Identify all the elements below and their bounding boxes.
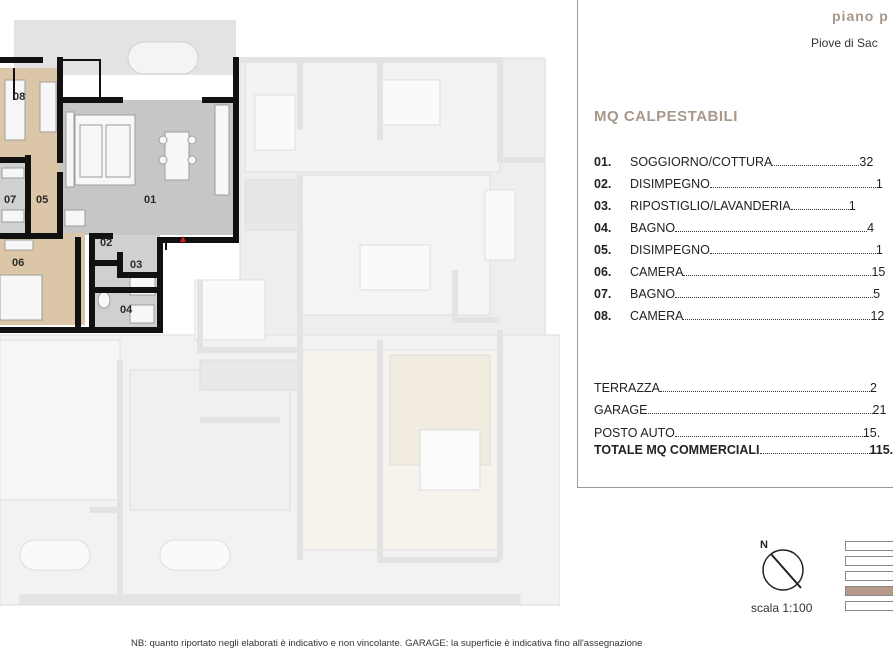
area-row-label: BAGNO — [630, 287, 676, 301]
area-row-value: 15 — [871, 265, 886, 279]
area-row-label: DISIMPEGNO — [630, 243, 710, 257]
dot-leader — [675, 287, 873, 298]
dot-leader — [772, 155, 859, 166]
area-row-num: 08. — [594, 309, 612, 323]
dot-leader — [675, 221, 867, 232]
area-row-value: 1 — [848, 199, 856, 213]
area-row-num: 06. — [594, 265, 612, 279]
area-row-label: SOGGIORNO/COTTURA — [630, 155, 773, 169]
footnote: NB: quanto riportato negli elaborati è indicativo e non vincolante. GARAGE: la superficie è indicativa fino all'assegnazione — [131, 638, 643, 649]
extra-row — [594, 426, 893, 442]
room-label-08: 08 — [13, 91, 26, 103]
room-label-03: 03 — [130, 259, 143, 271]
area-row — [594, 265, 893, 281]
city-label: Piove di Sac — [811, 36, 878, 50]
area-row-num: 04. — [594, 221, 612, 235]
legend-swatch — [845, 541, 893, 551]
area-row-num: 02. — [594, 177, 612, 191]
room-label-06: 06 — [12, 257, 25, 269]
extra-row — [594, 381, 893, 397]
area-row-label: RIPOSTIGLIO/LAVANDERIA — [630, 199, 791, 213]
area-row — [594, 287, 893, 303]
total-value: 115. — [869, 443, 893, 457]
dot-leader — [710, 243, 876, 254]
area-row — [594, 221, 893, 237]
area-row-label: BAGNO — [630, 221, 676, 235]
areas-title: MQ CALPESTABILI — [594, 108, 738, 125]
scale-label: scala 1:100 — [751, 601, 813, 615]
area-row-label: CAMERA — [630, 309, 684, 323]
extra-row-value: 2 — [869, 381, 877, 395]
area-row-value: 5 — [873, 287, 881, 301]
extra-row — [594, 403, 893, 419]
room-label-07: 07 — [4, 194, 17, 206]
dot-leader — [710, 177, 876, 188]
terrace-table — [128, 42, 198, 74]
dot-leader — [675, 426, 863, 437]
dot-leader — [760, 443, 870, 454]
area-row-num: 07. — [594, 287, 612, 301]
area-row — [594, 199, 893, 215]
legend-swatch — [845, 571, 893, 581]
compass-icon — [756, 536, 808, 596]
terrace-area — [14, 20, 236, 75]
dot-leader — [683, 265, 871, 276]
legend-swatch — [845, 556, 893, 566]
area-row-num: 01. — [594, 155, 612, 169]
area-row-value: 32 — [859, 155, 874, 169]
compass-north-letter: N — [760, 539, 768, 551]
dot-leader — [683, 309, 870, 320]
extra-row-label: POSTO AUTO — [594, 426, 675, 440]
dot-leader — [660, 381, 870, 392]
area-row-value: 1 — [875, 243, 883, 257]
extra-row-label: GARAGE — [594, 403, 648, 417]
area-row-value: 1 — [875, 177, 883, 191]
extra-row-value: 15. — [862, 426, 881, 440]
area-row — [594, 309, 893, 325]
area-row-value: 12 — [870, 309, 885, 323]
area-row-value: 4 — [867, 221, 875, 235]
extra-row-label: TERRAZZA — [594, 381, 660, 395]
legend-swatch-brown — [845, 586, 893, 596]
room-label-01: 01 — [144, 194, 157, 206]
legend-swatch — [845, 601, 893, 611]
area-row-num: 05. — [594, 243, 612, 257]
area-row — [594, 243, 893, 259]
total-row — [594, 443, 893, 459]
area-row-label: DISIMPEGNO — [630, 177, 710, 191]
room-label-05: 05 — [36, 194, 49, 206]
room-label-04: 04 — [120, 304, 133, 316]
floor-label: piano p — [832, 8, 889, 24]
dot-leader — [648, 403, 873, 414]
area-row — [594, 155, 893, 171]
extra-row-value: 21 — [872, 403, 887, 417]
area-row-num: 03. — [594, 199, 612, 213]
area-row — [594, 177, 893, 193]
room-label-02: 02 — [100, 237, 113, 249]
dot-leader — [791, 199, 849, 210]
area-row-label: CAMERA — [630, 265, 684, 279]
total-label: TOTALE MQ COMMERCIALI — [594, 443, 760, 457]
